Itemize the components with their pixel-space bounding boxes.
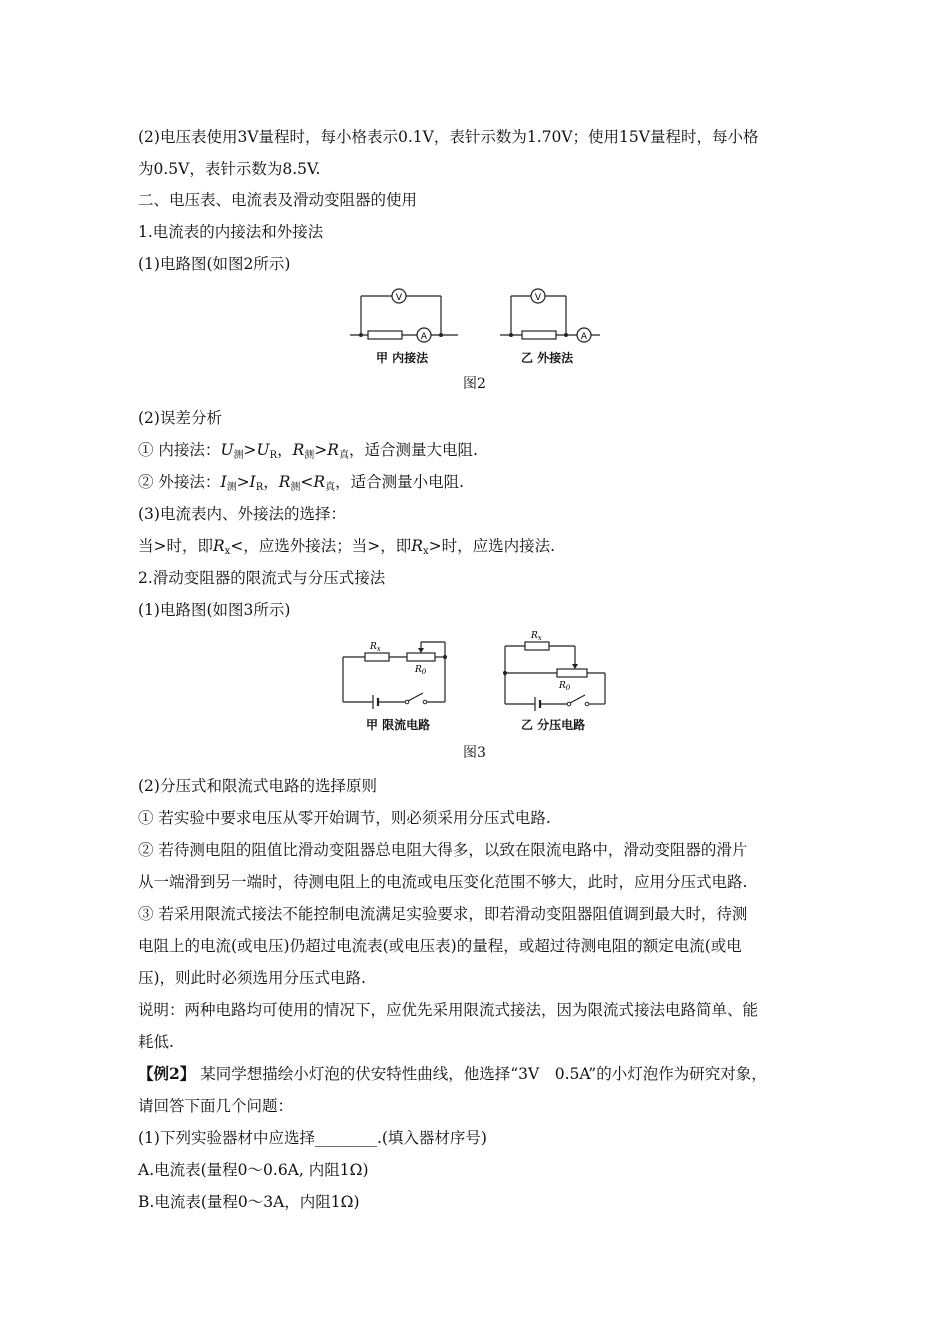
text-line: ② 外接法：$I_测>I_R$，$R_测<R_真$，适合测量小电阻. — [138, 473, 465, 493]
text-line: 从一端滑到另一端时，待测电阻上的电流或电压变化范围不够大，此时，应用分压式电路. — [138, 873, 748, 891]
svg-text:A: A — [580, 332, 588, 342]
r0-label: $R_0$ — [415, 665, 427, 676]
voltmeter-label: V — [395, 293, 403, 303]
circuit-current-limiting — [335, 632, 455, 712]
text-line: ① 内接法：$U_测>U_R$，$R_测>R_真$，适合测量大电阻. — [138, 441, 478, 461]
text-line: 说明：两种电路均可使用的情况下，应优先采用限流式接法，因为限流式接法电路简单、能 — [138, 1001, 759, 1019]
section-heading: 二、电压表、电流表及滑动变阻器的使用 — [138, 191, 418, 209]
option-a: A.电流表(量程0～0.6A, 内阻1Ω) — [138, 1161, 369, 1179]
text-line: ② 若待测电阻的阻值比滑动变阻器总电阻大得多，以致在限流电路中，滑动变阻器的滑片 — [138, 841, 748, 859]
example-tag: 【例2】 — [138, 1064, 196, 1083]
subsection-heading: 1.电流表的内接法和外接法 — [138, 223, 324, 241]
figure-caption: 图2 — [463, 376, 486, 392]
text-line: (1)电路图(如图3所示) — [138, 601, 291, 619]
text-line: (2)误差分析 — [138, 409, 222, 427]
ammeter-label: A — [420, 332, 428, 342]
text-line: 为0.5V，表针示数为8.5V. — [138, 160, 321, 178]
text-line: (2)电压表使用3V量程时，每小格表示0.1V，表针示数为1.70V；使用15V量程时，每小格 — [138, 128, 759, 146]
text-line: (2)分压式和限流式电路的选择原则 — [138, 777, 377, 795]
text-line: ① 若实验中要求电压从零开始调节，则必须采用分压式电路. — [138, 809, 551, 827]
circuit-voltage-divider — [495, 626, 615, 716]
text-line: ③ 若采用限流式接法不能控制电流满足实验要求，即若滑动变阻器阻值调到最大时，待测 — [138, 905, 748, 923]
fig2-right-label: 乙 外接法 — [521, 351, 574, 365]
fig3-left-label: 甲 限流电路 — [366, 718, 431, 732]
fig3-right-label: 乙 分压电路 — [521, 718, 586, 732]
svg-text:V: V — [534, 293, 542, 303]
text-line: 请回答下面几个问题： — [138, 1097, 294, 1115]
text-line: 电阻上的电流(或电压)仍超过电流表(或电压表)的量程，或超过待测电阻的额定电流(或电 — [138, 937, 742, 955]
example-line: 【例2】 某同学想描绘小灯泡的伏安特性曲线，他选择“3V 0.5A”的小灯泡作为研究对象， — [138, 1064, 767, 1083]
fig2-left-label: 甲 内接法 — [376, 351, 429, 365]
option-b: B.电流表(量程0～3A，内阻1Ω) — [138, 1193, 360, 1211]
subsection-heading: 2.滑动变阻器的限流式与分压式接法 — [138, 569, 386, 587]
text-line: 耗低. — [138, 1033, 174, 1051]
question-line: (1)下列实验器材中应选择________.(填入器材序号) — [138, 1129, 487, 1147]
svg-text:Rx: $R_x$ — [531, 631, 542, 642]
text-line: (1)电路图(如图2所示) — [138, 255, 291, 273]
text-line: 压)，则此时必须选用分压式电路. — [138, 969, 366, 987]
svg-text:R0: $R_0$ — [559, 681, 571, 692]
figure-caption: 图3 — [463, 745, 486, 761]
text-line: (3)电流表内、外接法的选择： — [138, 505, 346, 523]
rx-label: $R_x$ — [370, 642, 381, 653]
text-line: 当>时，即$R_x<$，应选外接法；当>，即$R_x>$时，应选内接法. — [138, 537, 556, 557]
